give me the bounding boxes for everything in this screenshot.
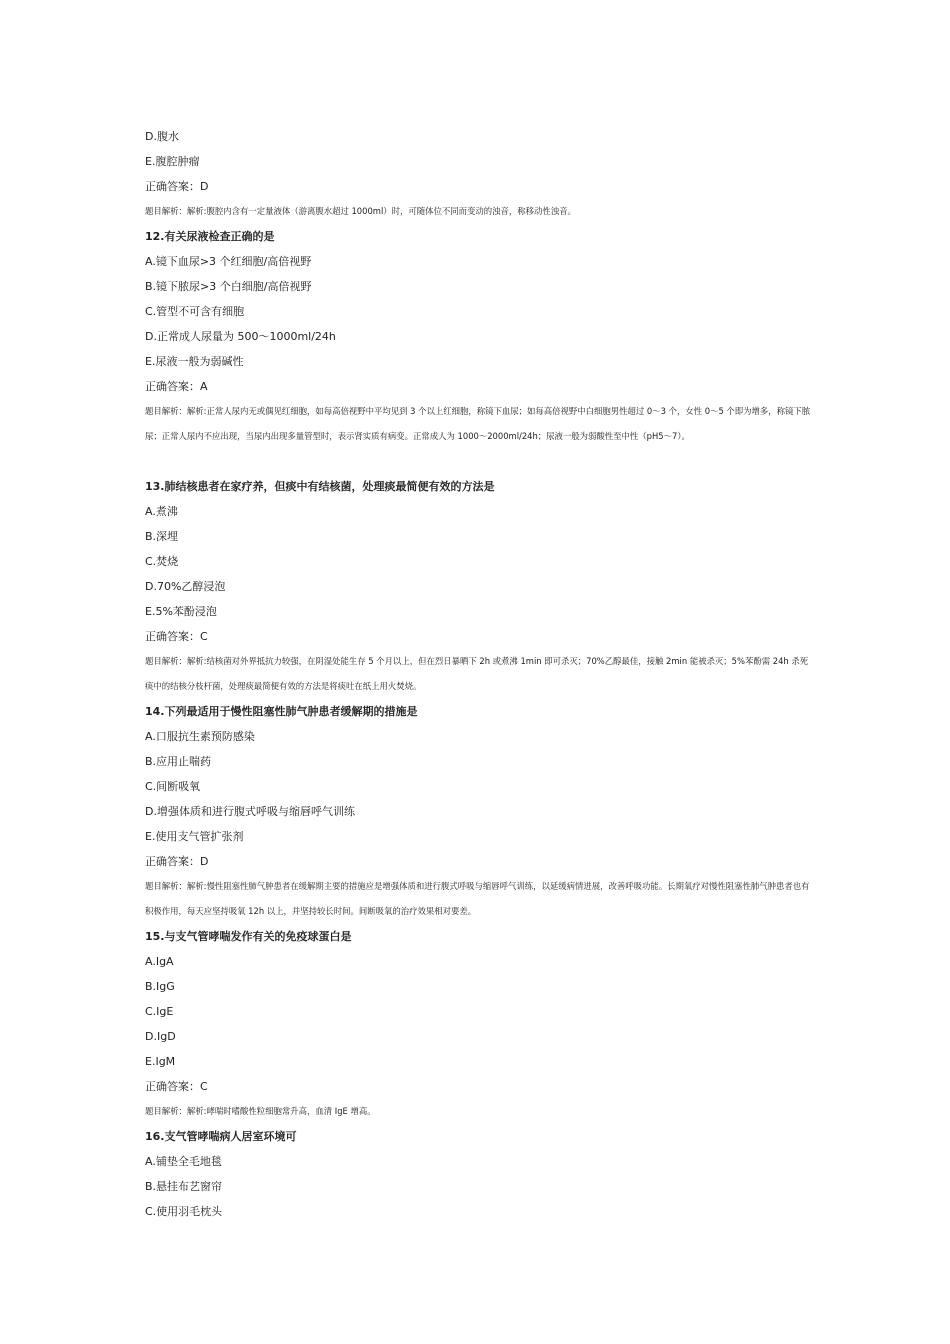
option-line: B.镜下脓尿>3 个白细胞/高倍视野 — [145, 280, 312, 293]
option-line: D.70%乙醇浸泡 — [145, 580, 226, 593]
option-line: C.IgE — [145, 1005, 174, 1018]
explanation-text: 题目解析：解析:哮喘时嗜酸性粒细胞常升高，血清 IgE 增高。 — [145, 1106, 376, 1116]
explanation-text: 题目解析：解析:结核菌对外界抵抗力较强，在阴湿处能生存 5 个月以上，但在烈日暴晒下 2h 或煮沸 1min 即可杀灭；70%乙醇最佳，接触 2min 能被杀灭；5%苯酚需 24h 杀死痰中的结核分枝杆菌，处理痰最简便有效的方法是将痰吐在纸上用火焚烧。 — [145, 656, 809, 691]
option-line: A.镜下血尿>3 个红细胞/高倍视野 — [145, 255, 312, 268]
option-line: C.使用羽毛枕头 — [145, 1205, 223, 1218]
question-title: 12.有关尿液检查正确的是 — [145, 230, 275, 243]
option-line: D.正常成人尿量为 500～1000ml/24h — [145, 330, 336, 343]
answer-line: 正确答案：D — [145, 855, 209, 868]
option-line: C.焚烧 — [145, 555, 179, 568]
option-line: A.铺垫全毛地毯 — [145, 1155, 222, 1168]
option-line: A.IgA — [145, 955, 174, 968]
question-title: 16.支气管哮喘病人居室环境可 — [145, 1130, 297, 1143]
question-title: 14.下列最适用于慢性阻塞性肺气肿患者缓解期的措施是 — [145, 705, 418, 718]
option-line: B.悬挂布艺窗帘 — [145, 1180, 223, 1193]
option-line: C.间断吸氧 — [145, 780, 201, 793]
explanation-text: 题目解析：解析:腹腔内含有一定量液体（游离腹水超过 1000ml）时，可随体位不同而变动的浊音，称移动性浊音。 — [145, 206, 576, 216]
answer-line: 正确答案：D — [145, 180, 209, 193]
option-line: A.煮沸 — [145, 505, 178, 518]
option-line: E.腹腔肿瘤 — [145, 155, 200, 168]
explanation-text: 题目解析：解析:慢性阻塞性肺气肿患者在缓解期主要的措施应是增强体质和进行腹式呼吸与缩唇呼气训练，以延缓病情进展，改善呼吸功能。长期氧疗对慢性阻塞性肺气肿患者也有积极作用，每天应坚持吸氧 12h 以上，并坚持较长时间。间断吸氧的治疗效果相对要差。 — [145, 881, 810, 916]
option-line: B.IgG — [145, 980, 175, 993]
option-line: D.IgD — [145, 1030, 176, 1043]
option-line: E.使用支气管扩张剂 — [145, 830, 244, 843]
option-line: E.IgM — [145, 1055, 176, 1068]
option-line: B.应用止喘药 — [145, 755, 212, 768]
option-line: B.深埋 — [145, 530, 179, 543]
option-line: D.腹水 — [145, 130, 179, 143]
option-line: E.5%苯酚浸泡 — [145, 605, 217, 618]
explanation-text: 题目解析：解析:正常人尿内无或偶见红细胞，如每高倍视野中平均见到 3 个以上红细胞，称镜下血尿；如每高倍视野中白细胞男性超过 0～3 个，女性 0～5 个即为增多，称镜下脓尿；正常人尿内不应出现，当尿内出现多量管型时，表示肾实质有病变。正常成人为 1000～2000ml/24h；尿液一般为弱酸性至中性（pH5～7）。 — [145, 406, 811, 441]
option-line: C.管型不可含有细胞 — [145, 305, 245, 318]
option-line: E.尿液一般为弱碱性 — [145, 355, 244, 368]
question-title: 13.肺结核患者在家疗养，但痰中有结核菌，处理痰最简便有效的方法是 — [145, 480, 495, 493]
answer-line: 正确答案：C — [145, 630, 208, 643]
question-title: 15.与支气管哮喘发作有关的免疫球蛋白是 — [145, 930, 352, 943]
option-line: A.口服抗生素预防感染 — [145, 730, 255, 743]
document-page — [145, 124, 813, 1224]
option-line: D.增强体质和进行腹式呼吸与缩唇呼气训练 — [145, 805, 355, 818]
answer-line: 正确答案：A — [145, 380, 208, 393]
answer-line: 正确答案：C — [145, 1080, 208, 1093]
